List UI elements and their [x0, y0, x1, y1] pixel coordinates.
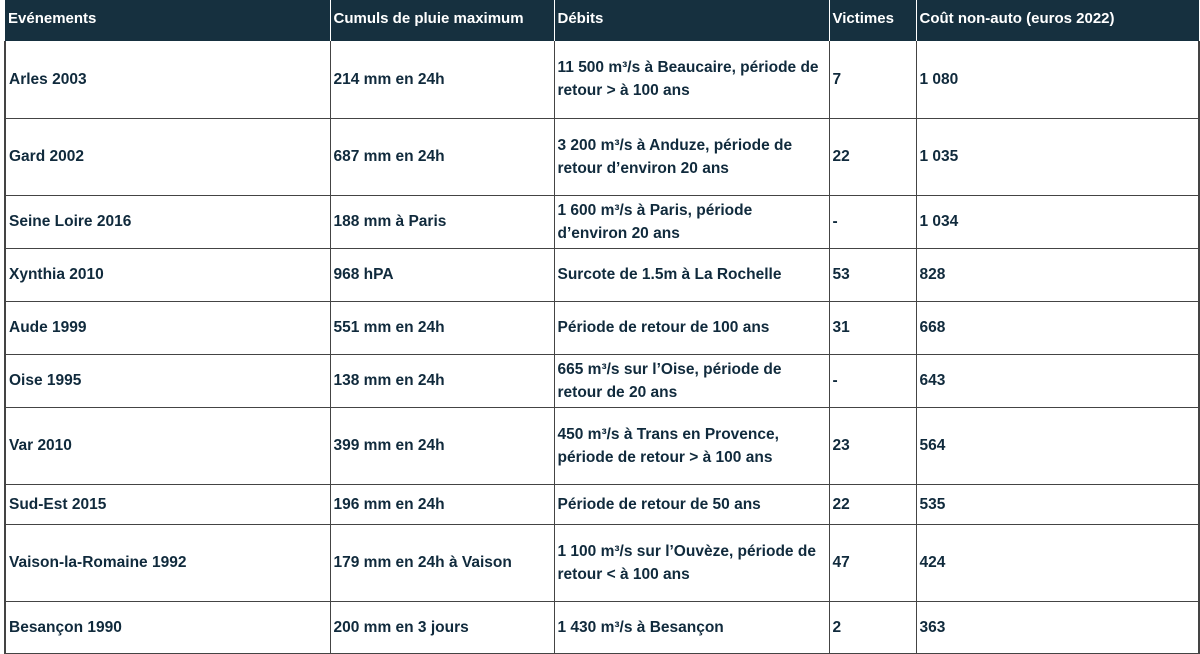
flood-events-table [4, 0, 1200, 654]
flood-events-table-wrapper [4, 0, 1198, 649]
table-row [5, 354, 1199, 407]
cell-flow: 1 430 m³/s à Besançon [554, 601, 829, 653]
cell-cost: 828 [916, 248, 1199, 301]
cell-cost: 668 [916, 301, 1199, 354]
cell-event: Sud-Est 2015 [5, 484, 330, 524]
cell-flow: 450 m³/s à Trans en Provence, période de retour > à 100 ans [554, 407, 829, 484]
table-row [5, 601, 1199, 653]
table-row [5, 524, 1199, 601]
cell-rain: 214 mm en 24h [330, 41, 554, 118]
cell-event: Aude 1999 [5, 301, 330, 354]
cell-victims: 22 [829, 118, 916, 195]
cell-cost: 424 [916, 524, 1199, 601]
cell-cost: 535 [916, 484, 1199, 524]
cell-event: Var 2010 [5, 407, 330, 484]
cell-event: Arles 2003 [5, 41, 330, 118]
cell-victims: 23 [829, 407, 916, 484]
cell-rain: 179 mm en 24h à Vaison [330, 524, 554, 601]
cell-flow: 11 500 m³/s à Beaucaire, période de retour > à 100 ans [554, 41, 829, 118]
cell-victims: 31 [829, 301, 916, 354]
table-row [5, 195, 1199, 248]
cell-victims: 47 [829, 524, 916, 601]
cell-event: Oise 1995 [5, 354, 330, 407]
cell-victims: 7 [829, 41, 916, 118]
cell-cost: 1 035 [916, 118, 1199, 195]
header-flow-rates: Débits [554, 0, 829, 41]
cell-flow: Période de retour de 50 ans [554, 484, 829, 524]
cell-event: Vaison-la-Romaine 1992 [5, 524, 330, 601]
cell-event: Besançon 1990 [5, 601, 330, 653]
table-body [5, 41, 1199, 653]
cell-rain: 200 mm en 3 jours [330, 601, 554, 653]
cell-flow: 3 200 m³/s à Anduze, période de retour d’environ 20 ans [554, 118, 829, 195]
cell-event: Seine Loire 2016 [5, 195, 330, 248]
cell-victims: 53 [829, 248, 916, 301]
cell-rain: 138 mm en 24h [330, 354, 554, 407]
cell-cost: 643 [916, 354, 1199, 407]
header-row [5, 0, 1199, 41]
header-cost: Coût non-auto (euros 2022) [916, 0, 1199, 41]
table-row [5, 248, 1199, 301]
cell-flow: Surcote de 1.5m à La Rochelle [554, 248, 829, 301]
table-row [5, 118, 1199, 195]
table-row [5, 41, 1199, 118]
cell-flow: 665 m³/s sur l’Oise, période de retour de 20 ans [554, 354, 829, 407]
header-victims: Victimes [829, 0, 916, 41]
cell-flow: Période de retour de 100 ans [554, 301, 829, 354]
header-max-rainfall: Cumuls de pluie maximum [330, 0, 554, 41]
table-row [5, 407, 1199, 484]
cell-victims: - [829, 195, 916, 248]
cell-victims: 22 [829, 484, 916, 524]
table-row [5, 484, 1199, 524]
cell-cost: 1 080 [916, 41, 1199, 118]
cell-rain: 968 hPA [330, 248, 554, 301]
cell-rain: 551 mm en 24h [330, 301, 554, 354]
cell-flow: 1 100 m³/s sur l’Ouvèze, période de retour < à 100 ans [554, 524, 829, 601]
cell-victims: 2 [829, 601, 916, 653]
cell-cost: 564 [916, 407, 1199, 484]
cell-cost: 363 [916, 601, 1199, 653]
cell-victims: - [829, 354, 916, 407]
table-header [5, 0, 1199, 41]
cell-rain: 687 mm en 24h [330, 118, 554, 195]
cell-rain: 196 mm en 24h [330, 484, 554, 524]
table-row [5, 301, 1199, 354]
cell-rain: 399 mm en 24h [330, 407, 554, 484]
cell-event: Xynthia 2010 [5, 248, 330, 301]
cell-rain: 188 mm à Paris [330, 195, 554, 248]
cell-cost: 1 034 [916, 195, 1199, 248]
cell-event: Gard 2002 [5, 118, 330, 195]
header-events: Evénements [5, 0, 330, 41]
cell-flow: 1 600 m³/s à Paris, période d’environ 20 ans [554, 195, 829, 248]
